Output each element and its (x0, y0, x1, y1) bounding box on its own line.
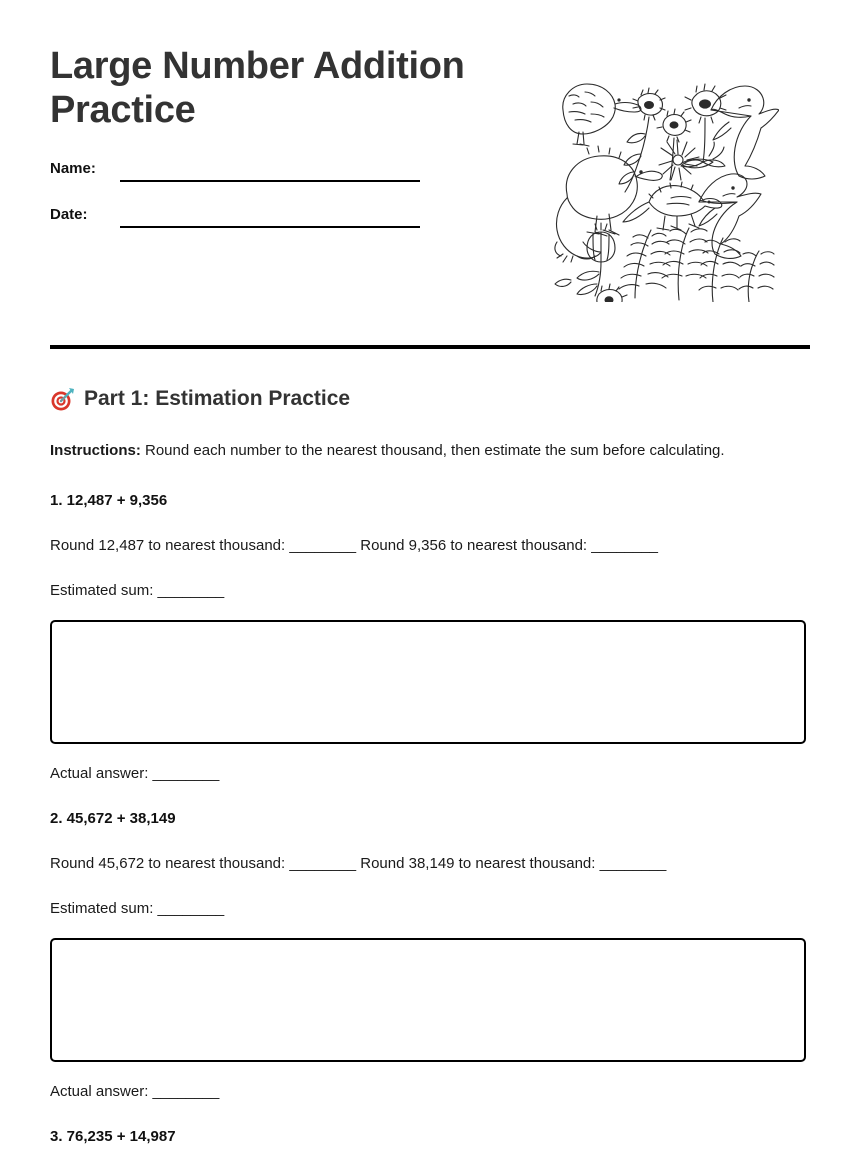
kiwi-bird-top (563, 84, 641, 146)
name-input-rule[interactable] (120, 180, 420, 182)
name-field-row (50, 154, 550, 178)
dolphin-top-right (711, 86, 779, 179)
worksheet-content (50, 385, 810, 1172)
section-divider (50, 345, 810, 349)
instructions-label: Instructions: (50, 442, 141, 459)
date-label: Date: (50, 206, 88, 223)
problem-3-title: 3. 76,235 + 14,987 (50, 1128, 176, 1145)
daisy-flower-tall (619, 88, 665, 192)
page-title: Large Number Addition Practice (50, 45, 465, 131)
instructions (50, 441, 810, 461)
problem-1-work-box[interactable] (50, 620, 806, 744)
date-input-rule[interactable] (120, 226, 420, 228)
problem-2 (50, 809, 810, 1101)
problem-3 (50, 1127, 810, 1146)
target-icon (50, 386, 76, 412)
problem-1-estimated-sum[interactable]: Estimated sum: ________ (50, 582, 225, 599)
worksheet-header (50, 44, 550, 224)
instructions-text: Round each number to the nearest thousand, then estimate the sum before calculating. (140, 442, 725, 459)
problem-1-actual-answer[interactable]: Actual answer: ________ (50, 765, 220, 782)
dolphin-center-right (699, 174, 761, 259)
problem-1-title: 1. 12,487 + 9,356 (50, 492, 168, 509)
part-1-heading (50, 385, 810, 413)
problem-2-round-line[interactable]: Round 45,672 to nearest thousand: ________ Round 38,149 to nearest thousand: ________ (50, 855, 667, 872)
problem-1-round-line[interactable]: Round 12,487 to nearest thousand: ________ Round 9,356 to nearest thousand: ________ (50, 537, 658, 554)
date-field-row (50, 200, 550, 224)
name-label: Name: (50, 160, 96, 177)
nature-line-art-illustration (553, 62, 779, 302)
poppy-bud-flower (555, 223, 615, 296)
part-1-heading-label: Part 1: Estimation Practice (84, 387, 351, 410)
problem-2-estimated-sum[interactable]: Estimated sum: ________ (50, 900, 225, 917)
fern-fronds (619, 228, 774, 302)
problem-2-work-box[interactable] (50, 938, 806, 1062)
problem-2-actual-answer[interactable]: Actual answer: ________ (50, 1083, 220, 1100)
problem-2-title: 2. 45,672 + 38,149 (50, 810, 176, 827)
problem-1 (50, 491, 810, 783)
